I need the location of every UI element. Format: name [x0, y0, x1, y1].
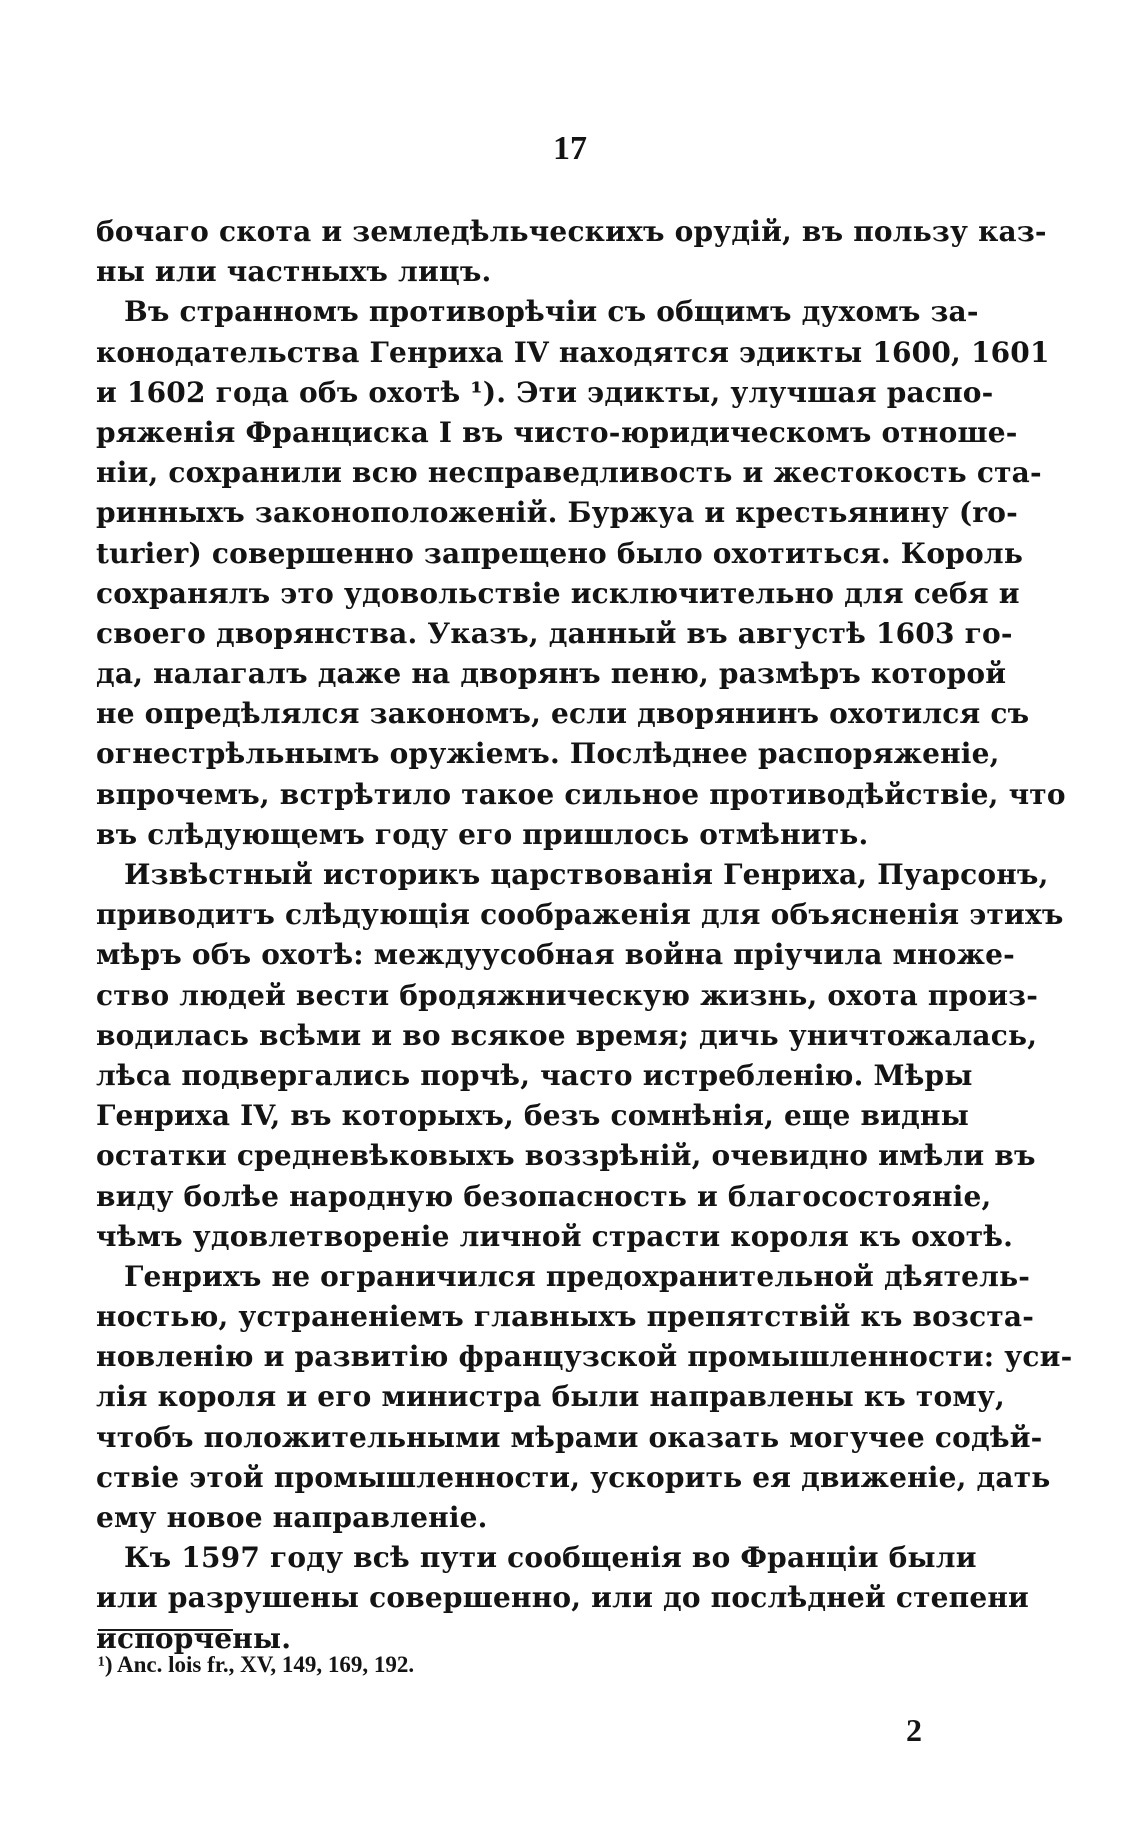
- text-line: ряженія Франциска I въ чисто-юридическомъ отноше-: [96, 415, 1018, 449]
- text-line: водилась всѣми и во всякое время; дичь уничтожалась,: [96, 1018, 1038, 1052]
- text-line: или разрушены совершенно, или до послѣдней степени: [96, 1581, 1030, 1615]
- text-line: остатки средневѣковыхъ воззрѣній, очевидно имѣли въ: [96, 1139, 1036, 1173]
- text-line: Извѣстный историкъ царствованія Генриха, Пуарсонъ,: [124, 858, 1049, 891]
- text-line: лѣса подвергались порчѣ, часто истребленію. Мѣры: [96, 1058, 973, 1092]
- text-line: чѣмъ удовлетвореніе личной страсти короля къ охотѣ.: [96, 1219, 1014, 1253]
- text-line: ны или частныхъ лицъ.: [96, 255, 492, 289]
- text-line: и 1602 года объ охотѣ ¹). Эти эдикты, улучшая распо-: [96, 375, 994, 409]
- text-line: огнестрѣльнымъ оружіемъ. Послѣднее распоряженіе,: [96, 737, 1000, 771]
- text-line: Генрихъ не ограничился предохранительной дѣятель-: [124, 1259, 1031, 1293]
- text-line: испорчены.: [96, 1621, 292, 1655]
- text-line: ринныхъ законоположеній. Буржуа и крестьянину (ro-: [96, 496, 1018, 530]
- text-line: мѣръ объ охотѣ: междуусобная война пріучила множе-: [96, 938, 1015, 972]
- text-line: turier) совершенно запрещено было охотиться. Король: [96, 536, 1024, 570]
- text-line: Къ 1597 году всѣ пути сообщенія во Франціи были: [124, 1541, 977, 1575]
- text-line: ему новое направленіе.: [96, 1501, 488, 1534]
- text-line: лія короля и его министра были направлены къ тому,: [96, 1380, 1005, 1414]
- text-line: да, налагалъ даже на дворянъ пеню, размѣръ которой: [96, 657, 1007, 691]
- footnote-divider: [98, 1629, 233, 1631]
- text-line: ніи, сохранили всю несправедливость и жестокость ста-: [96, 456, 1042, 490]
- text-line: впрочемъ, встрѣтило такое сильное противодѣйствіе, что: [96, 777, 1066, 811]
- text-line: своего дворянства. Указъ, данный въ августѣ 1603 го-: [96, 616, 1013, 650]
- body-text: [96, 212, 1073, 1659]
- text-line: ство людей вести бродяжническую жизнь, охота произ-: [96, 978, 1039, 1012]
- text-line: новленію и развитію французской промышленности: уси-: [96, 1340, 1073, 1374]
- text-line: чтобъ положительными мѣрами оказать могучее содѣй-: [96, 1420, 1043, 1454]
- text-line: ствіе этой промышленности, ускорить ея движеніе, дать: [96, 1460, 1051, 1494]
- text-line: Въ странномъ противорѣчіи съ общимъ духомъ за-: [124, 295, 979, 329]
- footnote: ¹) Anc. lois fr., XV, 149, 169, 192.: [98, 1652, 415, 1677]
- text-line: не опредѣлялся закономъ, если дворянинъ охотился съ: [96, 697, 1030, 731]
- text-line: въ слѣдующемъ году его пришлось отмѣнить.: [96, 817, 869, 851]
- text-line: приводитъ слѣдующія соображенія для объясненія этихъ: [96, 898, 1064, 932]
- text-line: конодательства Генриха IV находятся эдикты 1600, 1601: [96, 335, 1050, 369]
- signature-mark: 2: [906, 1712, 922, 1748]
- text-line: бочаго скота и земледѣльческихъ орудій, въ пользу каз-: [96, 215, 1047, 248]
- text-line: виду болѣе народную безопасность и благосостояніе,: [96, 1179, 992, 1213]
- text-line: ностью, устраненіемъ главныхъ препятствій къ возста-: [96, 1300, 1035, 1334]
- text-line: Генриха IV, въ которыхъ, безъ сомнѣнія, еще видны: [96, 1099, 969, 1133]
- text-line: сохранялъ это удовольствіе исключительно для себя и: [96, 576, 1020, 610]
- page-number: 17: [553, 130, 587, 167]
